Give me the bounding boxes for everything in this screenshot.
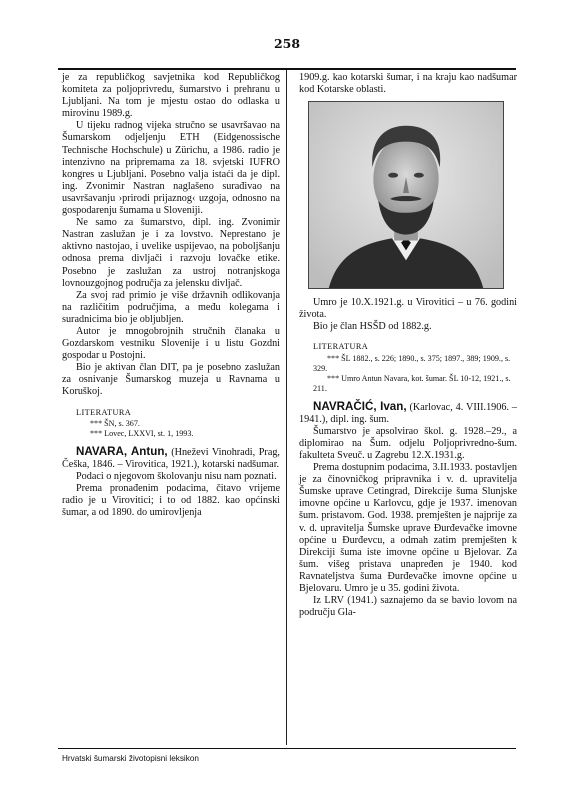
entry-name-navara: NAVARA, Antun, [76,444,168,458]
nastran-paragraph-hunting: Ne samo za šumarstvo, dipl. ing. Zvonimir Nastran zaslužan je i za lovstvo. Neprestano je aktivno nastojao, i uvelike uspijevao, na poboljšanju odnosa prema divljači i razvoju lovačke etike. Posebno je zaslužan za ustroj notranjskoga lovnouzgojnog područja za jelensku divljač. [62,217,280,289]
nastran-paragraph-awards: Za svoj rad primio je više državnih odlikovanja na različitim područjima, a među kolegama i suradnicima bio je obljubljen. [62,289,280,325]
column-divider [286,70,287,745]
entry-heading-navara [62,446,280,471]
nastran-paragraph-dit: Bio je aktivan član DIT, pa je posebno zaslužan za osnivanje Šumarskog muzeja u Ravnama u Koruškoj. [62,362,280,398]
entry-heading-navracic [299,401,517,426]
navracic-paragraph-career: Prema dostupnim podacima, 3.II.1933. postavljen je za činovničkog pripravnika i v. d. upravitelja Šumske uprave Cetingrad, Direkcije šuma Slunjske imovne općine u Karlovcu, gdje je 1937. imenovan šum. pristavom. God. 1938. premješten je najprije za v. d. upravitelja Šumske uprave Đurđevačke imovne općine u Đurđevcu, a odmah zatim premješten k Direkciji šuma iste imovne općine u Bjelovar. Za šum. višeg pristava unapređen je 1940. kod Ravnateljstva šuma Đurđevačke imovne općine u Bjelovaru. Umro je u 35. godini života. [299,462,517,594]
literature-item: *** ŠN, s. 367. [90,418,140,428]
entry-name-navracic: NAVRAČIĆ, Ivan, [313,399,407,413]
navara-paragraph-education: Podaci o njegovom školovanju nisu nam poznati. [76,470,277,482]
navracic-paragraph-education: Šumarstvo je apsolvirao škol. g. 1928.–29., a diplomirao na Šum. odjelu Poljoprivredno-šum. fakulteta Sveuč. u Zagrebu 12.X.1931.g. [299,425,517,461]
entry-intro-navara: (Hneževi Vinohradi, Prag, Češka, 1846. – Virovitica, 1921.), kotarski nadšumar. [62,446,280,470]
navracic-paragraph-hunting: Iz LRV (1941.) saznajemo da se bavio lovom na području Gla- [299,595,517,619]
literature-item: *** Lovec, LXXVI, st. 1, 1993. [90,428,194,438]
navara-paragraph-death: Umro je 10.X.1921.g. u Virovitici – u 76. godini života. [299,297,517,321]
nastran-paragraph-author: Autor je mnogobrojnih stručnih članaka u Gozdarskom vestniku Slovenije i u listu Gozdni gospodar u Postojni. [62,325,280,362]
literature-item: *** Umro Antun Navara, kot. šumar. ŠL 10-12, 1921., s. 211. [313,373,511,393]
navara-paragraph-career: Prema pronađenim podacima, čitavo vrijeme radio je u Virovitici; i to od 1882. kao općinski šumar, a od 1890. do umirovljenja [62,482,280,519]
footer-title: Hrvatski šumarski životopisni leksikon [62,754,199,763]
literature-heading: LITERATURA [76,407,132,417]
portrait-image [309,102,503,288]
literature-item: *** ŠL 1882., s. 226; 1890., s. 375; 1897., 389; 1909., s. 329. [313,353,511,373]
portrait-photo [308,101,504,289]
literature-heading: LITERATURA [313,342,369,352]
right-column [299,72,517,619]
left-column [62,72,280,519]
entry-intro-navracic: (Karlovac, 4. VIII.1906. – 1941.), dipl. ing. šum. [299,401,518,425]
nastran-paragraph-continued: je za republičkog savjetnika kod Republičkog komiteta za poljoprivredu, šumarstvo i prehranu u Ljubljani. Na tom je mjestu ostao do odlaska u mirovinu 1989.g. [62,72,280,120]
footer-rule [58,748,516,749]
page-number: 258 [273,36,301,51]
nastran-paragraph-training: U tijeku radnog vijeka stručno se usavršavao na Šumarskom odjeljenju ETH (Eidgenossische Technische Hochschule) u Zürichu, a 1986. radio je intenzivno na pripremama za 18. svjetski IUFRO kongres u Ljubljani. Posebno valja istaći da je dipl. ing. Zvonimir Nastran naglašeno surađivao na usavršavanju ›prirodi prijaznog‹ uzgoja, odnosno na gospodarenju šumama u Sloveniji. [62,120,280,217]
header-rule [58,68,516,70]
navara-paragraph-hsd: Bio je član HSŠD od 1882.g. [313,321,432,333]
navara-paragraph-continued: 1909.g. kao kotarski šumar, i na kraju kao nadšumar kod Kotarske oblasti. [299,72,517,96]
